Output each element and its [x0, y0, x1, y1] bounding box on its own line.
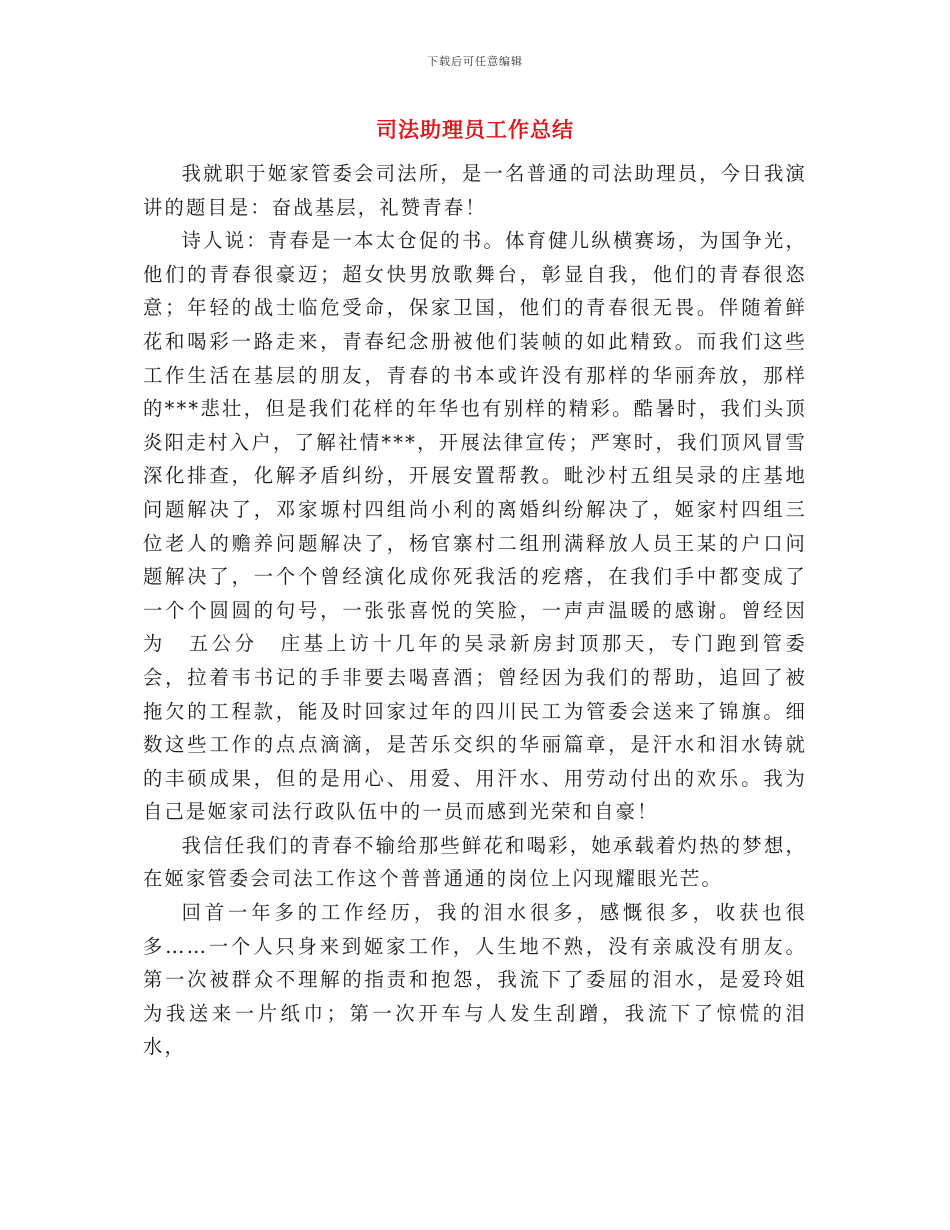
document-body: [143, 157, 807, 1064]
paragraph-1: 我就职于姬家管委会司法所，是一名普通的司法助理员，今日我演讲的题目是：奋战基层，礼赞青春！: [143, 162, 807, 219]
document-title: 司法助理员工作总结: [376, 118, 574, 142]
paragraph-4: 回首一年多的工作经历，我的泪水很多，感慨很多，收获也很多……一个人只身来到姬家工作，人生地不熟，没有亲戚没有朋友。第一次被群众不理解的指责和抱怨，我流下了委屈的泪水，是爱玲姐为我送来一片纸巾；第一次开车与人发生刮蹭，我流下了惊慌的泪水，: [143, 901, 807, 1059]
header-note: 下载后可任意编辑: [427, 55, 523, 68]
paragraph-3: 我信任我们的青春不输给那些鲜花和喝彩，她承载着灼热的梦想，在姬家管委会司法工作这个普普通通的岗位上闪现耀眼光芒。: [143, 833, 807, 891]
paragraph-2: 诗人说：青春是一本太仓促的书。体育健儿纵横赛场，为国争光，他们的青春很豪迈；超女快男放歌舞台，彰显自我，他们的青春很恣意；年轻的战士临危受命，保家卫国，他们的青春很无畏。伴随着鲜花和喝彩一路走来，青春纪念册被他们装帧的如此精致。而我们这些工作生活在基层的朋友，青春的书本或许没有那样的华丽奔放，那样的***悲壮，但是我们花样的年华也有别样的精彩。酷暑时，我们头顶炎阳走村入户，了解社情***，开展法律宣传；严寒时，我们顶风冒雪深化排查，化解矛盾纠纷，开展安置帮教。毗沙村五组吴录的庄基地问题解决了，邓家塬村四组尚小利的离婚纠纷解决了，姬家村四组三位老人的赡养问题解决了，杨官寨村二组刑满释放人员王某的户口问题解决了，一个个曾经演化成你死我活的疙瘩，在我们手中都变成了一个个圆圆的句号，一张张喜悦的笑脸，一声声温暖的感谢。曾经因为 五公分 庄基上访十几年的吴录新房封顶那天，专门跑到管委会，拉着韦书记的手非要去喝喜酒；曾经因为我们的帮助，追回了被拖欠的工程款，能及时回家过年的四川民工为管委会送来了锦旗。细数这些工作的点点滴滴，是苦乐交织的华丽篇章，是汗水和泪水铸就的丰硕成果，但的是用心、用爱、用汗水、用劳动付出的欢乐。我为自己是姬家司法行政队伍中的一员而感到光荣和自豪！: [143, 229, 807, 824]
